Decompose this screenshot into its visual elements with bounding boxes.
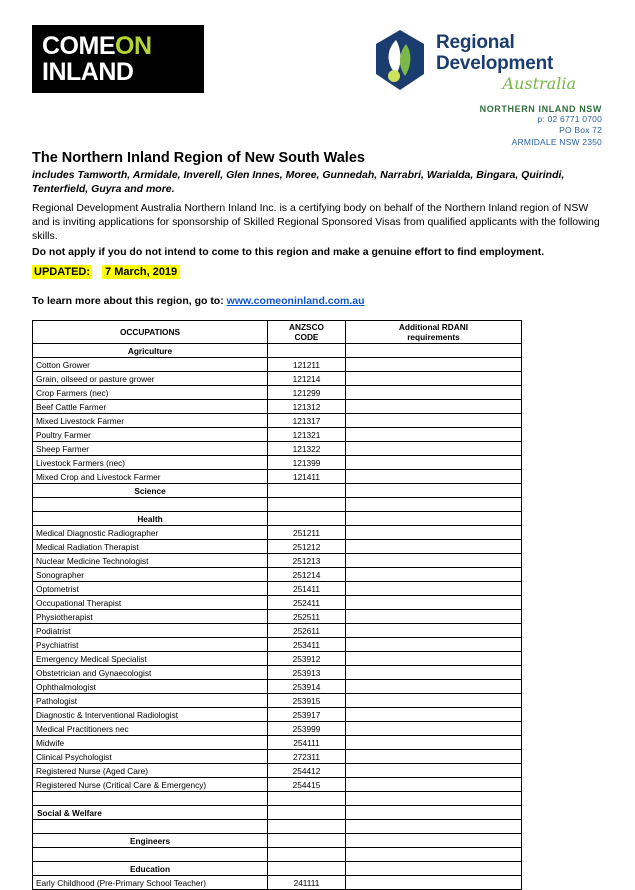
table-row xyxy=(33,372,522,386)
anzsco-code: 253914 xyxy=(268,680,346,694)
table-row xyxy=(33,358,522,372)
table-row xyxy=(33,638,522,652)
additional-requirements xyxy=(346,722,522,736)
spacer-cell xyxy=(268,848,346,862)
additional-requirements xyxy=(346,554,522,568)
category-extra-cell xyxy=(346,512,522,526)
spacer-cell xyxy=(33,498,268,512)
category-label: Health xyxy=(33,512,268,526)
table-category-row xyxy=(33,344,522,358)
anzsco-code: 251212 xyxy=(268,540,346,554)
category-code-cell xyxy=(268,806,346,820)
category-label: Agriculture xyxy=(33,344,268,358)
anzsco-code: 121321 xyxy=(268,428,346,442)
rda-city: ARMIDALE NSW 2350 xyxy=(511,136,602,147)
spacer-cell xyxy=(268,792,346,806)
occupation-name: Podiatrist xyxy=(33,624,268,638)
table-spacer-row xyxy=(33,792,522,806)
category-code-cell xyxy=(268,834,346,848)
table-row xyxy=(33,428,522,442)
category-extra-cell xyxy=(346,834,522,848)
page-title: The Northern Inland Region of New South Wales xyxy=(32,150,365,166)
additional-requirements xyxy=(346,428,522,442)
header-extra-line1: Additional RDANI xyxy=(398,322,469,332)
additional-requirements xyxy=(346,680,522,694)
anzsco-code: 252511 xyxy=(268,610,346,624)
table-row xyxy=(33,876,522,890)
table-row xyxy=(33,736,522,750)
category-extra-cell xyxy=(346,862,522,876)
intro-body: Regional Development Australia Northern Inland Inc. is a certifying body on behalf of the Northern Inland region of NSW and is inviting applications for sponsorship of Skilled Regional Sponsored Visas from qualified applicants with the following skills. xyxy=(32,202,600,243)
table-row xyxy=(33,652,522,666)
additional-requirements xyxy=(346,526,522,540)
table-row xyxy=(33,582,522,596)
logo-text-on: ON xyxy=(115,31,152,60)
anzsco-code: 251214 xyxy=(268,568,346,582)
additional-requirements xyxy=(346,666,522,680)
table-row xyxy=(33,778,522,792)
table-row xyxy=(33,456,522,470)
rda-contact-block xyxy=(480,104,602,148)
additional-requirements xyxy=(346,568,522,582)
anzsco-code: 253913 xyxy=(268,666,346,680)
occupation-name: Clinical Psychologist xyxy=(33,750,268,764)
occupation-name: Ophthalmologist xyxy=(33,680,268,694)
rda-line-development: Development xyxy=(436,53,554,75)
table-row xyxy=(33,568,522,582)
additional-requirements xyxy=(346,736,522,750)
table-row xyxy=(33,764,522,778)
table-spacer-row xyxy=(33,848,522,862)
anzsco-code: 252411 xyxy=(268,596,346,610)
table-row xyxy=(33,610,522,624)
anzsco-code: 253915 xyxy=(268,694,346,708)
logo-line-1 xyxy=(42,33,204,59)
spacer-cell xyxy=(33,848,268,862)
table-category-row xyxy=(33,806,522,820)
category-code-cell xyxy=(268,484,346,498)
additional-requirements xyxy=(346,456,522,470)
occupation-name: Physiotherapist xyxy=(33,610,268,624)
table-spacer-row xyxy=(33,820,522,834)
anzsco-code: 241111 xyxy=(268,876,346,890)
occupation-name: Beef Cattle Farmer xyxy=(33,400,268,414)
logo-line-2: INLAND xyxy=(42,58,134,86)
anzsco-code: 251411 xyxy=(268,582,346,596)
additional-requirements xyxy=(346,358,522,372)
category-code-cell xyxy=(268,512,346,526)
category-extra-cell xyxy=(346,344,522,358)
header-anzsco-line1: ANZSCO xyxy=(288,322,325,332)
occupation-name: Nuclear Medicine Technologist xyxy=(33,554,268,568)
updated-row xyxy=(32,266,180,278)
occupation-name: Midwife xyxy=(33,736,268,750)
table-spacer-row xyxy=(33,498,522,512)
additional-requirements xyxy=(346,582,522,596)
anzsco-code: 121312 xyxy=(268,400,346,414)
category-label: Education xyxy=(33,862,268,876)
occupation-name: Sonographer xyxy=(33,568,268,582)
rda-line-australia: Australia xyxy=(502,73,576,93)
table-row xyxy=(33,470,522,484)
occupation-name: Diagnostic & Interventional Radiologist xyxy=(33,708,268,722)
occupation-name: Poultry Farmer xyxy=(33,428,268,442)
intro-section xyxy=(32,150,607,260)
spacer-cell xyxy=(346,498,522,512)
rda-line-regional: Regional xyxy=(436,32,515,53)
spacer-cell xyxy=(346,848,522,862)
come-on-inland-logo xyxy=(32,25,204,93)
anzsco-code: 121214 xyxy=(268,372,346,386)
document-header xyxy=(0,0,635,147)
occupation-name: Obstetrician and Gynaecologist xyxy=(33,666,268,680)
header-occupations: OCCUPATIONS xyxy=(33,321,268,344)
occupation-name: Occupational Therapist xyxy=(33,596,268,610)
category-label: Engineers xyxy=(33,834,268,848)
occupation-name: Emergency Medical Specialist xyxy=(33,652,268,666)
rda-logo xyxy=(372,28,602,100)
occupation-name: Medical Practitioners nec xyxy=(33,722,268,736)
rda-region-name: NORTHERN INLAND NSW xyxy=(479,104,602,114)
header-anzsco-line2: CODE xyxy=(294,332,319,342)
additional-requirements xyxy=(346,470,522,484)
table-row xyxy=(33,400,522,414)
occupation-name: Cotton Grower xyxy=(33,358,268,372)
occupation-name: Early Childhood (Pre-Primary School Teacher) xyxy=(33,876,268,890)
occupation-name: Pathologist xyxy=(33,694,268,708)
table-row xyxy=(33,680,522,694)
occupation-name: Optometrist xyxy=(33,582,268,596)
occupation-name: Crop Farmers (nec) xyxy=(33,386,268,400)
table-category-row xyxy=(33,862,522,876)
rda-po-box: PO Box 72 xyxy=(559,125,602,136)
occupation-name: Grain, oilseed or pasture grower xyxy=(33,372,268,386)
category-extra-cell xyxy=(346,806,522,820)
additional-requirements xyxy=(346,750,522,764)
anzsco-code: 121399 xyxy=(268,456,346,470)
anzsco-code: 254412 xyxy=(268,764,346,778)
spacer-cell xyxy=(346,792,522,806)
additional-requirements xyxy=(346,708,522,722)
comeoninland-link[interactable]: www.comeoninland.com.au xyxy=(226,295,365,307)
spacer-cell xyxy=(268,498,346,512)
table-row xyxy=(33,414,522,428)
anzsco-code: 272311 xyxy=(268,750,346,764)
anzsco-code: 121322 xyxy=(268,442,346,456)
category-code-cell xyxy=(268,862,346,876)
table-category-row xyxy=(33,834,522,848)
additional-requirements xyxy=(346,386,522,400)
table-row xyxy=(33,540,522,554)
anzsco-code: 253411 xyxy=(268,638,346,652)
anzsco-code: 121411 xyxy=(268,470,346,484)
anzsco-code: 121211 xyxy=(268,358,346,372)
learn-more-text: To learn more about this region, go to: xyxy=(32,295,224,307)
anzsco-code: 251211 xyxy=(268,526,346,540)
additional-requirements xyxy=(346,372,522,386)
spacer-cell xyxy=(33,820,268,834)
table-row xyxy=(33,526,522,540)
occupation-name: Medical Radiation Therapist xyxy=(33,540,268,554)
additional-requirements xyxy=(346,596,522,610)
updated-label: UPDATED: xyxy=(34,266,91,278)
table-category-row xyxy=(33,484,522,498)
category-code-cell xyxy=(268,344,346,358)
table-row xyxy=(33,708,522,722)
table-row xyxy=(33,624,522,638)
anzsco-code: 254415 xyxy=(268,778,346,792)
anzsco-code: 253912 xyxy=(268,652,346,666)
occupation-name: Psychiatrist xyxy=(33,638,268,652)
table-row xyxy=(33,386,522,400)
table-row xyxy=(33,666,522,680)
occupation-name: Registered Nurse (Critical Care & Emergency) xyxy=(33,778,268,792)
additional-requirements xyxy=(346,540,522,554)
spacer-cell xyxy=(33,792,268,806)
rda-phone: p: 02 6771 0700 xyxy=(537,114,602,124)
occupation-name: Mixed Crop and Livestock Farmer xyxy=(33,470,268,484)
header-extra-line2: requirements xyxy=(407,332,460,342)
rda-emblem-icon xyxy=(372,30,428,92)
table-header-row xyxy=(33,321,522,344)
occupation-name: Medical Diagnostic Radiographer xyxy=(33,526,268,540)
occupations-table xyxy=(32,320,522,890)
occupations-table-body xyxy=(33,344,522,890)
anzsco-code: 253917 xyxy=(268,708,346,722)
category-extra-cell xyxy=(346,484,522,498)
header-anzsco-code xyxy=(268,321,346,344)
region-towns: includes Tamworth, Armidale, Inverell, Glen Innes, Moree, Gunnedah, Narrabri, Warialda, Bingara, Quirindi, Tenterfield, Guyra and more. xyxy=(32,169,565,196)
additional-requirements xyxy=(346,778,522,792)
additional-requirements xyxy=(346,400,522,414)
occupation-name: Livestock Farmers (nec) xyxy=(33,456,268,470)
occupation-name: Sheep Farmer xyxy=(33,442,268,456)
updated-date: 7 March, 2019 xyxy=(102,265,180,279)
learn-more-row xyxy=(32,295,365,307)
anzsco-code: 121299 xyxy=(268,386,346,400)
additional-requirements xyxy=(346,694,522,708)
additional-requirements xyxy=(346,764,522,778)
anzsco-code: 254111 xyxy=(268,736,346,750)
spacer-cell xyxy=(346,820,522,834)
table-row xyxy=(33,750,522,764)
additional-requirements xyxy=(346,414,522,428)
category-label: Science xyxy=(33,484,268,498)
occupation-name: Registered Nurse (Aged Care) xyxy=(33,764,268,778)
table-row xyxy=(33,596,522,610)
additional-requirements xyxy=(346,442,522,456)
additional-requirements xyxy=(346,624,522,638)
logo-text-come: COME xyxy=(42,31,115,60)
rda-logo-text xyxy=(436,32,576,92)
table-row xyxy=(33,694,522,708)
anzsco-code: 121317 xyxy=(268,414,346,428)
additional-requirements xyxy=(346,652,522,666)
occupations-table-wrapper xyxy=(32,320,521,890)
occupation-name: Mixed Livestock Farmer xyxy=(33,414,268,428)
anzsco-code: 252611 xyxy=(268,624,346,638)
additional-requirements xyxy=(346,876,522,890)
additional-requirements xyxy=(346,610,522,624)
table-row xyxy=(33,722,522,736)
intro-warning: Do not apply if you do not intend to come to this region and make a genuine effort to find employment. xyxy=(32,246,545,259)
header-additional-requirements xyxy=(346,321,522,344)
table-row xyxy=(33,554,522,568)
table-row xyxy=(33,442,522,456)
spacer-cell xyxy=(268,820,346,834)
anzsco-code: 251213 xyxy=(268,554,346,568)
table-category-row xyxy=(33,512,522,526)
anzsco-code: 253999 xyxy=(268,722,346,736)
category-label: Social & Welfare xyxy=(33,806,268,820)
additional-requirements xyxy=(346,638,522,652)
